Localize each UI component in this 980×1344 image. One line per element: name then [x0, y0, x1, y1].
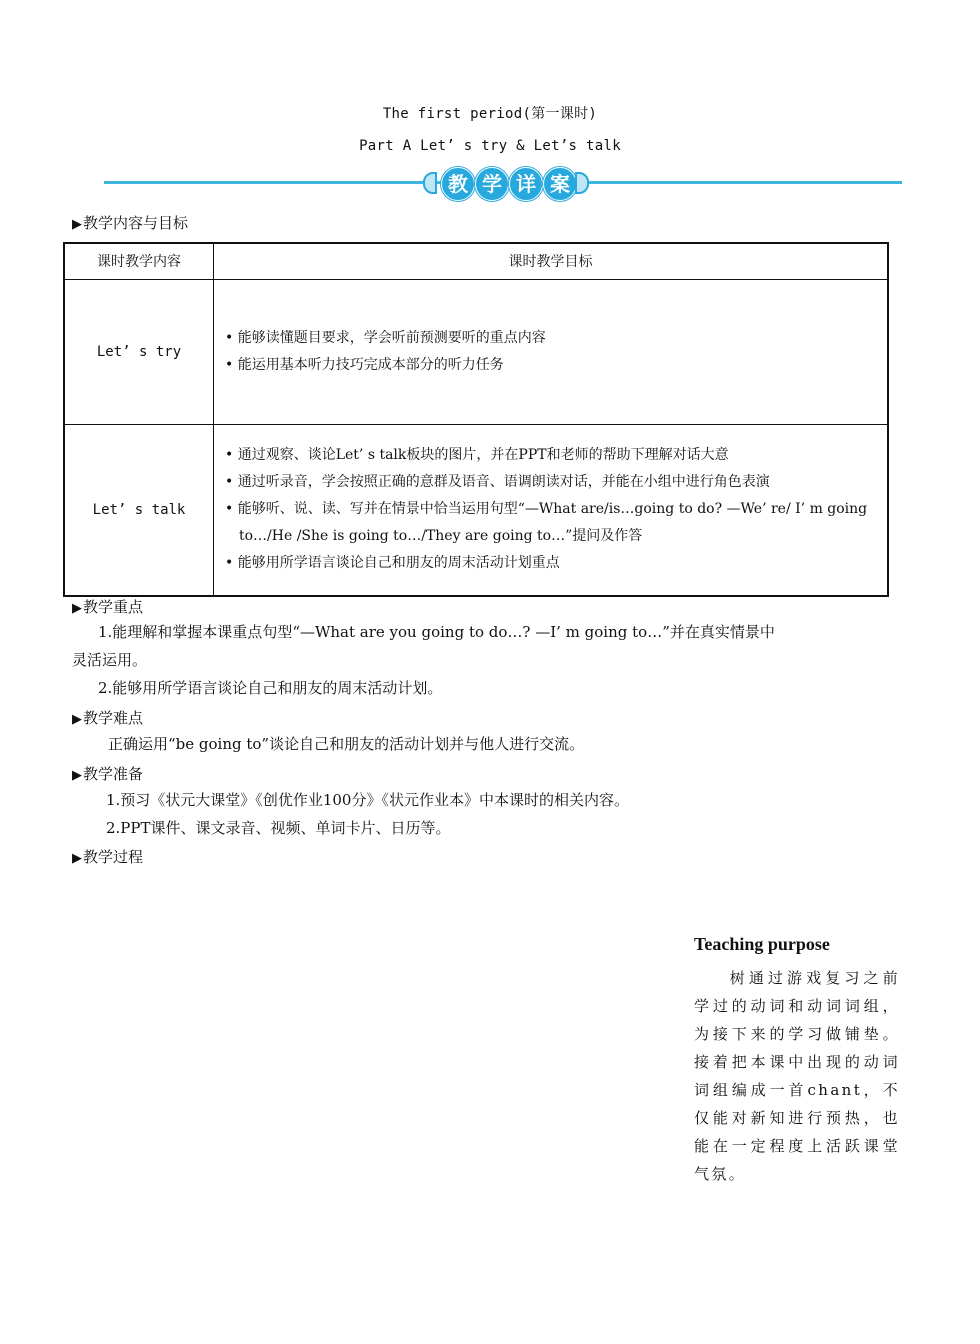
list-item: • 通过听录音，学会按照正确的意群及语音、语调朗读对话，并能在小组中进行角色表演 — [225, 474, 770, 491]
table-content-cell: Let’ s talk — [64, 424, 214, 596]
difficulty-text: 正确运用“be going to”谈论自己和朋友的活动计划并与他人进行交流。 — [108, 735, 585, 753]
section-label: 教学准备 — [83, 765, 144, 783]
banner-char: 案 — [543, 167, 577, 201]
goal-text: 能够用所学语言谈论自己和朋友的周末活动计划重点 — [237, 555, 560, 572]
section-heading — [72, 596, 143, 617]
banner-char: 详 — [509, 167, 543, 201]
table-goals-cell — [214, 279, 889, 424]
key-point-item: 2.能够用所学语言谈论自己和朋友的周末活动计划。 — [98, 679, 443, 697]
goal-text: 通过听录音，学会按照正确的意群及语音、语调朗读对话，并能在小组中进行角色表演 — [237, 474, 770, 491]
teaching-purpose-heading: Teaching purpose — [694, 934, 830, 954]
goal-text: 通过观察、谈论Let’ s talk板块的图片，并在PPT和老师的帮助下理解对话大意 — [237, 447, 729, 464]
goal-text: 能运用基本听力技巧完成本部分的听力任务 — [237, 356, 504, 373]
lesson-goals-table — [63, 242, 889, 597]
table-content-cell: Let’ s try — [64, 279, 214, 424]
table-header-row — [64, 243, 888, 279]
list-item: • 通过观察、谈论Let’ s talk板块的图片，并在PPT和老师的帮助下理解对话大意 — [225, 447, 729, 464]
banner-right-cap — [575, 172, 589, 194]
preparation-item: 1.预习《状元大课堂》《创优作业100分》《状元作业本》中本课时的相关内容。 — [106, 791, 629, 809]
table-header-cell: 课时教学内容 — [64, 243, 214, 279]
banner-left-cap — [423, 172, 437, 194]
preparation-item: 2.PPT课件、课文录音、视频、单词卡片、日历等。 — [106, 819, 451, 837]
section-label: 教学难点 — [83, 709, 144, 727]
goals-list — [215, 325, 886, 379]
section-heading — [72, 763, 143, 784]
triangle-icon: ▶ — [72, 712, 82, 727]
key-point-continuation: 灵活运用。 — [72, 651, 148, 669]
goal-text: 能够读懂题目要求，学会听前预测要听的重点内容 — [237, 329, 546, 346]
triangle-icon: ▶ — [72, 217, 82, 232]
triangle-icon: ▶ — [72, 601, 82, 616]
table-row — [64, 424, 888, 596]
banner-badge — [421, 166, 591, 200]
goals-list — [215, 442, 886, 577]
key-point-item: 1.能理解和掌握本课重点句型“—What are you going to do…? —I’ m going to…”并在真实情景中 — [98, 623, 775, 641]
list-item: • 能够听、说、读、写并在情景中恰当运用句型“—What are/is…going to do? —We’ re/ I’ m going to…/He /She is going to…/They are going to…”提问及作答 — [225, 501, 868, 545]
lesson-part-title: Part A Let’ s try & Let’s talk — [359, 138, 621, 154]
section-label: 教学重点 — [83, 598, 144, 616]
teaching-plan-banner — [104, 166, 902, 200]
list-item: • 能够读懂题目要求，学会听前预测要听的重点内容 — [225, 329, 546, 346]
banner-char: 教 — [441, 167, 475, 201]
lesson-period-title: The first period(第一课时) — [382, 106, 598, 122]
goal-text: 能够听、说、读、写并在情景中恰当运用句型“—What are/is…going to do? —We’ re/ I’ m going to…/He /She is going to…/They are going to…”提问及作答 — [237, 501, 868, 545]
section-heading — [72, 707, 143, 728]
table-header-cell: 课时教学目标 — [214, 243, 889, 279]
section-heading — [72, 212, 188, 233]
list-item: • 能够用所学语言谈论自己和朋友的周末活动计划重点 — [225, 555, 560, 572]
section-heading — [72, 846, 143, 867]
table-goals-cell — [214, 424, 889, 596]
banner-char: 学 — [475, 167, 509, 201]
teaching-purpose-body: 树通过游戏复习之前学过的动词和动词词组，为接下来的学习做铺垫。接着把本课中出现的动词词组编成一首chant，不仅能对新知进行预热，也能在一定程度上活跃课堂气氛。 — [694, 969, 900, 1183]
list-item: • 能运用基本听力技巧完成本部分的听力任务 — [225, 356, 504, 373]
section-label: 教学内容与目标 — [83, 214, 189, 232]
table-row — [64, 279, 888, 424]
triangle-icon: ▶ — [72, 851, 82, 866]
section-label: 教学过程 — [83, 848, 144, 866]
triangle-icon: ▶ — [72, 768, 82, 783]
teaching-purpose-text — [694, 964, 900, 1183]
